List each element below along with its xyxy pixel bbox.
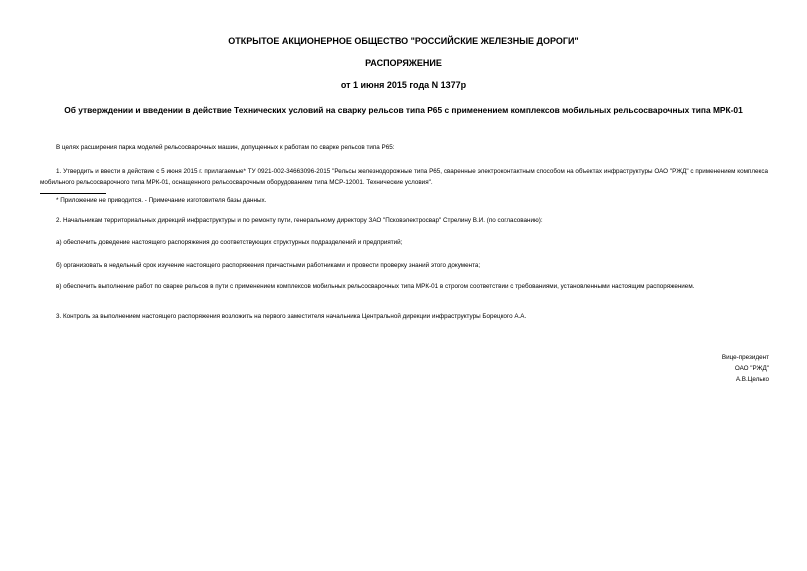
item-1-paragraph: 1. Утвердить и ввести в действие с 5 июня 2015 г. прилагаемые* ТУ 0921-002-34663096-2015 "Рельсы железнодорожные типа Р65, сваренные электроконтактным способом на объектах инфраструктуры ОАО "РЖД" с применением комплекса мобильного рельсосварочного типа МРК-01, оснащенного рельсосварочным оборудованием типа МСР-12001. Технические условия". [40,168,768,186]
item-3-paragraph: 3. Контроль за выполнением настоящего распоряжения возложить на первого заместителя начальника Центральной дирекции инфраструктуры Борецкого А.А. [56,313,527,320]
document-title: Об утверждении и введении в действие Технических условий на сварку рельсов типа Р65 с применением комплексов мобильных рельсосварочных типа МРК-01 [64,105,743,115]
signature-name: А.В.Целько [735,376,769,383]
organization-heading: ОТКРЫТОЕ АКЦИОНЕРНОЕ ОБЩЕСТВО "РОССИЙСКИЕ ЖЕЛЕЗНЫЕ ДОРОГИ" [228,36,579,46]
intro-paragraph: В целях расширения парка моделей рельсосварочных машин, допущенных к работам по сварке рельсов типа Р65: [56,144,395,151]
document-date-number: от 1 июня 2015 года N 1377р [340,80,467,90]
item-2a-paragraph: а) обеспечить доведение настоящего распоряжения до соответствующих структурных подразделений и предприятий; [56,239,403,246]
signature-company: ОАО "РЖД" [734,365,769,372]
footnote-separator [40,193,106,194]
item-2c-paragraph: в) обеспечить выполнение работ по сварке рельсов в пути с применением комплексов мобильных рельсосварочных типа МРК-01 в строгом соответствии с требованиями, установленными настоящим распоряжением. [56,283,695,290]
document-type-heading: РАСПОРЯЖЕНИЕ [365,58,442,68]
item-2-paragraph: 2. Начальникам территориальных дирекций инфраструктуры и по ремонту пути, генеральному директору ЗАО "Псковэлектросвар" Стрелину В.И. (по согласованию): [56,217,543,224]
footnote-text: * Приложение не приводится. - Примечание изготовителя базы данных. [56,197,267,204]
item-2b-paragraph: б) организовать в недельный срок изучение настоящего распоряжения причастными работниками и провести проверку знаний этого документа; [56,262,481,269]
signature-position: Вице-президент [721,354,769,361]
